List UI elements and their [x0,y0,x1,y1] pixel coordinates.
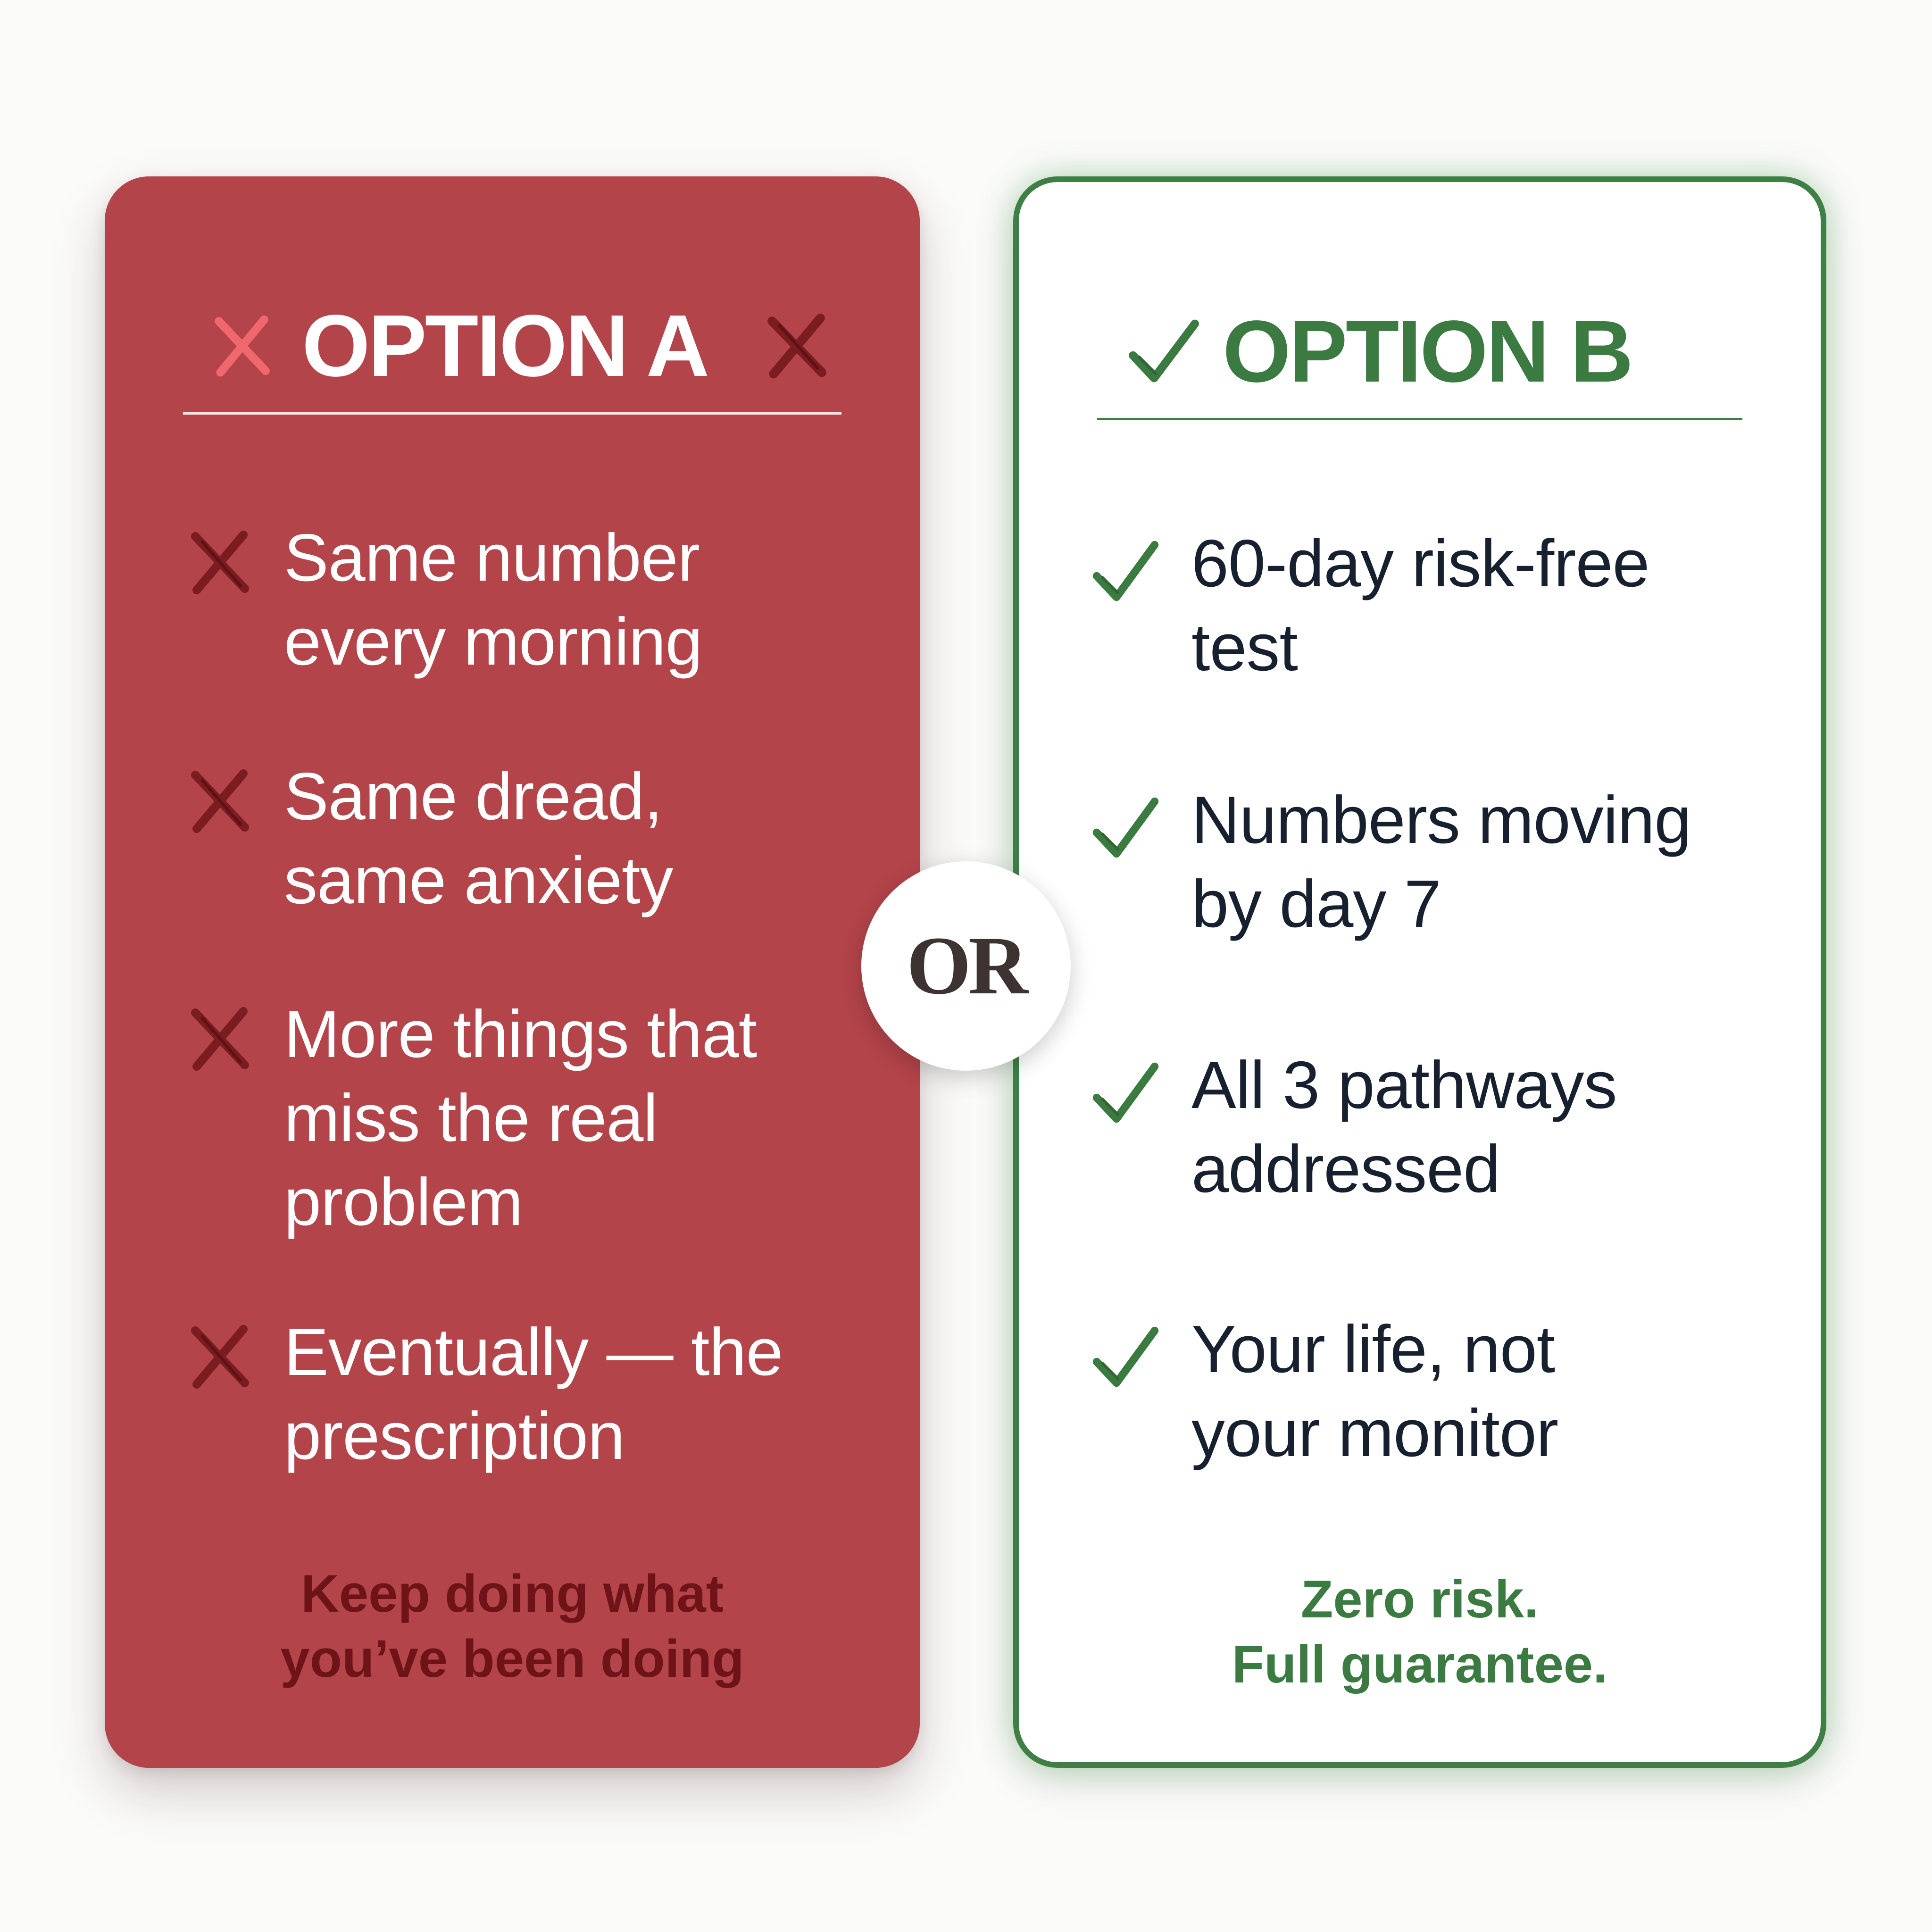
option-b-title: OPTION B [1223,303,1632,400]
option-a-title: OPTION A [302,297,708,395]
check-icon [1090,1057,1160,1127]
list-item-text: Numbers moving by day 7 [1191,783,1691,941]
option-b-header [1019,276,1821,413]
option-b-divider [1097,418,1742,420]
option-a-footer: Keep doing what you’ve been doing [280,1564,744,1688]
or-label: OR [907,920,1025,1012]
x-icon [184,526,255,597]
or-separator-badge [861,861,1071,1071]
option-a-card [105,176,920,1768]
check-icon [1090,791,1160,862]
list-item-text: More things that miss the real problem [284,997,757,1240]
list-item-text: Same dread, same anxiety [284,759,673,918]
x-icon [184,1003,255,1074]
check-icon [1090,1321,1160,1391]
option-a-divider [183,412,841,415]
list-item-text: 60-day risk-free test [1191,526,1649,685]
list-item-text: All 3 pathways addressed [1191,1048,1617,1207]
check-icon [1090,535,1160,606]
x-icon [184,1321,255,1391]
list-item-text: Your life, not your monitor [1191,1312,1558,1471]
option-b-footer: Zero risk. Full guarantee. [1232,1570,1608,1694]
x-icon [758,308,834,383]
list-item-text: Eventually — the prescription [284,1315,783,1474]
check-icon [1125,313,1201,389]
option-b-card [1013,176,1826,1768]
x-icon [184,765,255,836]
x-icon [204,308,279,383]
list-item-text: Same number every morning [284,520,702,679]
option-a-header [105,271,920,408]
